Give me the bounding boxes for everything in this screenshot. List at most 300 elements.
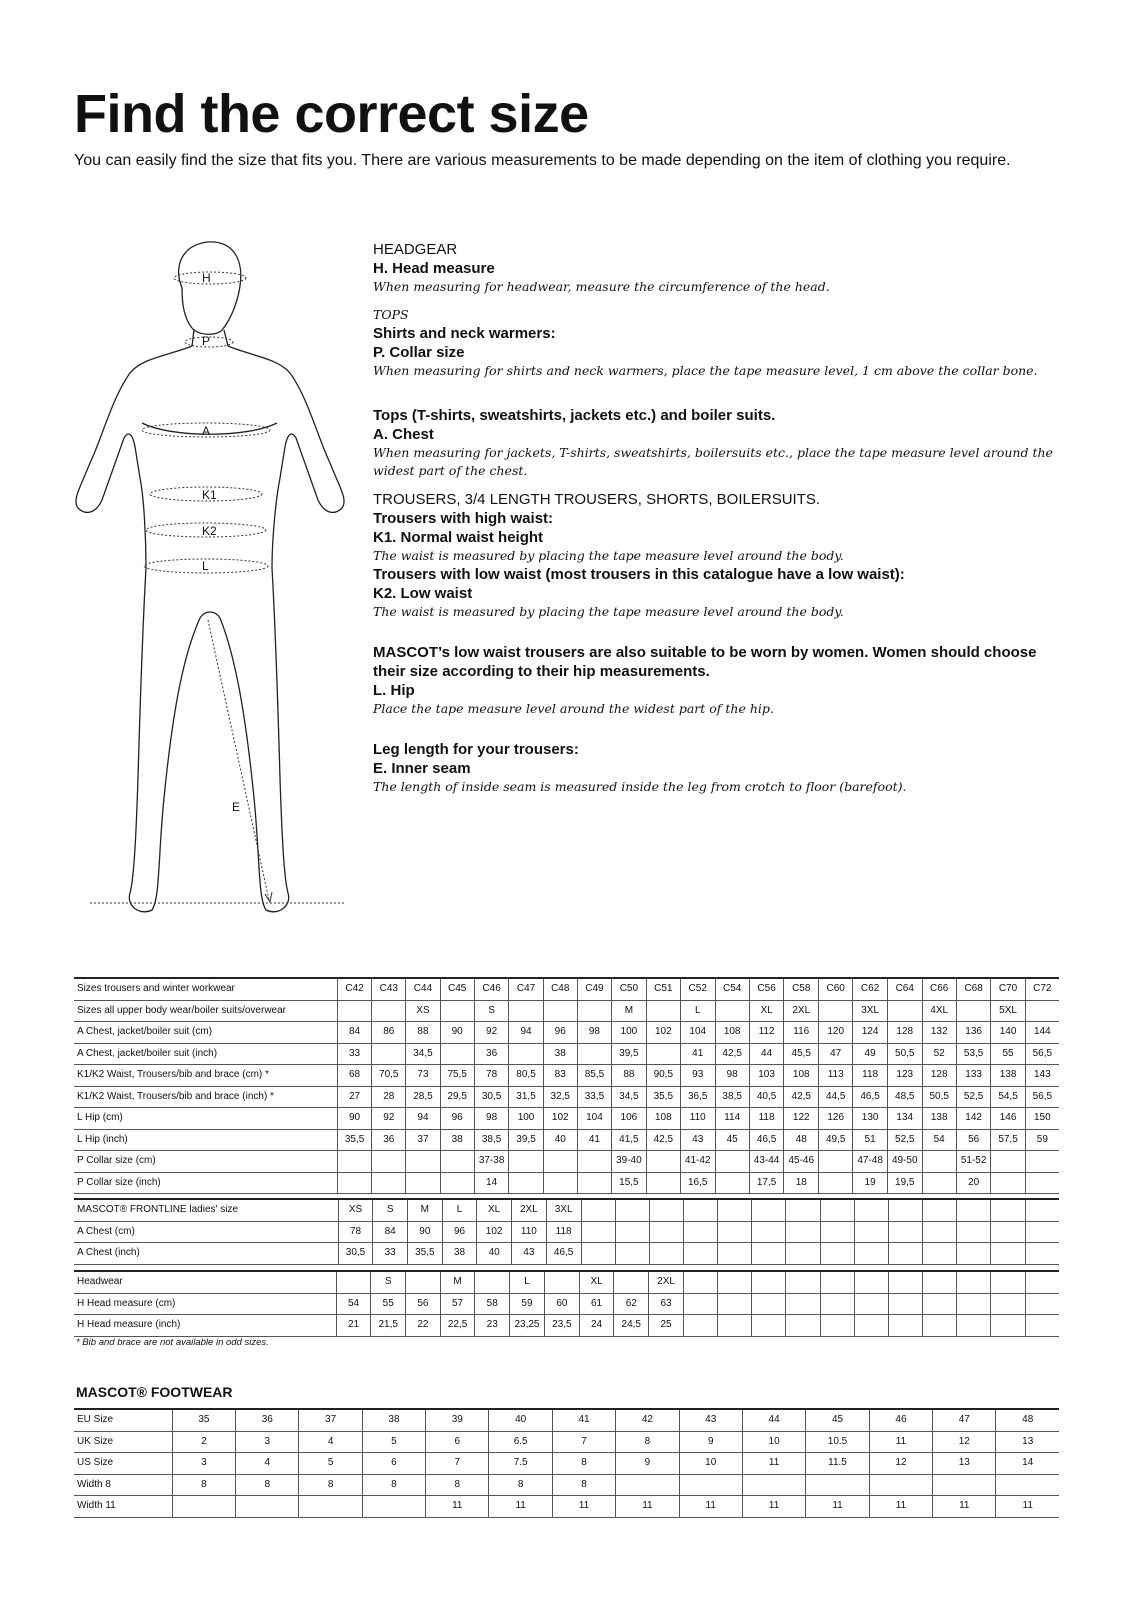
row-label: MASCOT® FRONTLINE ladies' size — [77, 1204, 238, 1216]
table-cell — [854, 1243, 888, 1265]
table-cell — [372, 1172, 406, 1194]
table-cell — [679, 1474, 742, 1496]
table-cell — [786, 1271, 820, 1293]
table-cell: 103 — [749, 1065, 784, 1087]
table-cell: 38 — [440, 1129, 474, 1151]
table-cell — [923, 1293, 957, 1315]
table-cell: 56,5 — [1025, 1043, 1059, 1065]
table-cell: 43-44 — [749, 1151, 784, 1173]
table-cell — [923, 1243, 957, 1265]
table-cell: 56 — [406, 1293, 441, 1315]
table-cell — [1025, 1271, 1059, 1293]
table-cell: C58 — [784, 978, 819, 1000]
table-cell: 85,5 — [577, 1065, 611, 1087]
table-cell — [742, 1474, 805, 1496]
table-cell: 80,5 — [509, 1065, 543, 1087]
table-cell: 22 — [406, 1315, 441, 1337]
table-row — [74, 1043, 1059, 1065]
table-cell: 48,5 — [887, 1086, 922, 1108]
table-cell: 100 — [509, 1108, 543, 1130]
table-cell — [715, 1151, 749, 1173]
table-cell: 11 — [996, 1496, 1059, 1518]
table-cell: 21 — [336, 1315, 371, 1337]
table-cell — [649, 1199, 683, 1221]
table-cell — [854, 1315, 888, 1337]
table-cell: 52,5 — [887, 1129, 922, 1151]
size-table — [74, 977, 1059, 1194]
table-cell: 144 — [1025, 1022, 1059, 1044]
table-cell: 6 — [362, 1453, 425, 1475]
table-cell — [509, 1172, 543, 1194]
table-cell: C62 — [853, 978, 888, 1000]
table-cell: 11 — [806, 1496, 870, 1518]
ladies-size-table — [74, 1198, 1059, 1265]
table-cell — [684, 1199, 718, 1221]
row-label: H Head measure (cm) — [77, 1297, 176, 1309]
table-cell: 24 — [579, 1315, 614, 1337]
table-cell: 36,5 — [680, 1086, 715, 1108]
table-cell: 50,5 — [887, 1043, 922, 1065]
table-cell: 49 — [853, 1043, 888, 1065]
table-row — [74, 1065, 1059, 1087]
table-cell — [957, 1221, 991, 1243]
table-cell: 36 — [474, 1043, 509, 1065]
table-cell — [923, 1199, 957, 1221]
table-cell: 110 — [680, 1108, 715, 1130]
row-label: US Size — [77, 1457, 114, 1469]
table-row — [74, 1022, 1059, 1044]
table-cell: 5XL — [991, 1000, 1025, 1022]
label-h: H — [202, 271, 211, 285]
chest-desc: When measuring for jackets, T-shirts, sweatshirts, boilersuits etc., place the tape measure level around the widest part of the chest. — [373, 445, 1053, 478]
table-cell — [786, 1293, 820, 1315]
table-cell: C72 — [1025, 978, 1059, 1000]
table-cell: 20 — [956, 1172, 991, 1194]
table-cell: 128 — [887, 1022, 922, 1044]
table-cell: 90,5 — [646, 1065, 680, 1087]
table-cell: 8 — [616, 1431, 679, 1453]
table-cell — [646, 1000, 680, 1022]
table-cell — [715, 1000, 749, 1022]
table-cell: 123 — [887, 1065, 922, 1087]
table-cell: 90 — [440, 1022, 474, 1044]
table-cell: 3XL — [546, 1199, 581, 1221]
table-cell — [854, 1271, 888, 1293]
table-cell — [923, 1271, 957, 1293]
row-label: A Chest, jacket/boiler suit (inch) — [77, 1047, 218, 1059]
table-cell: 11 — [933, 1496, 996, 1518]
table-row — [74, 1496, 1059, 1518]
high-waist-title: Trousers with high waist: — [373, 510, 554, 527]
table-cell: 6.5 — [489, 1431, 552, 1453]
table-cell — [991, 1243, 1025, 1265]
table-cell: 45-46 — [784, 1151, 819, 1173]
row-label: A Chest, jacket/boiler suit (cm) — [77, 1026, 213, 1038]
table-cell: 56 — [956, 1129, 991, 1151]
table-cell — [820, 1315, 854, 1337]
table-cell: 47-48 — [853, 1151, 888, 1173]
table-cell: 25 — [649, 1315, 684, 1337]
inner-seam-desc: The length of inside seam is measured inside the leg from crotch to floor (barefoot). — [373, 779, 907, 794]
table-cell: 5 — [362, 1431, 425, 1453]
table-cell — [372, 1043, 406, 1065]
table-cell: C52 — [680, 978, 715, 1000]
table-cell: 6 — [426, 1431, 489, 1453]
table-cell: 49,5 — [819, 1129, 853, 1151]
table-cell: 150 — [1025, 1108, 1059, 1130]
table-cell: C46 — [474, 978, 509, 1000]
table-cell: 41,5 — [612, 1129, 647, 1151]
table-cell: 9 — [616, 1453, 679, 1475]
table-cell: 11 — [426, 1496, 489, 1518]
table-cell: 132 — [922, 1022, 956, 1044]
table-cell: 40,5 — [749, 1086, 784, 1108]
table-cell — [614, 1271, 649, 1293]
women-note: MASCOT’s low waist trousers are also suitable to be worn by women. Women should choose their size according to their hip measurements. — [373, 644, 1037, 680]
table-cell — [646, 1043, 680, 1065]
table-cell — [1025, 1151, 1059, 1173]
shirts-title: Shirts and neck warmers: — [373, 325, 556, 342]
table-cell — [299, 1496, 362, 1518]
table-cell — [933, 1474, 996, 1496]
table-cell: 88 — [406, 1022, 440, 1044]
table-cell — [649, 1221, 683, 1243]
table-cell: 45 — [715, 1129, 749, 1151]
table-cell — [888, 1221, 922, 1243]
table-cell: 10 — [679, 1453, 742, 1475]
table-cell — [786, 1221, 820, 1243]
table-cell: 39-40 — [612, 1151, 647, 1173]
table-cell: 104 — [680, 1022, 715, 1044]
table-cell — [543, 1000, 577, 1022]
table-row — [74, 1172, 1059, 1194]
table-cell: 30,5 — [474, 1086, 509, 1108]
table-cell: 100 — [612, 1022, 647, 1044]
table-cell: 104 — [577, 1108, 611, 1130]
table-cell: 51-52 — [956, 1151, 991, 1173]
table-cell: 43 — [679, 1409, 742, 1431]
row-label: Width 11 — [77, 1500, 116, 1512]
table-cell — [172, 1496, 235, 1518]
table-cell: XL — [579, 1271, 614, 1293]
head-measure-desc: When measuring for headwear, measure the circumference of the head. — [373, 279, 830, 294]
table-cell: 36 — [372, 1129, 406, 1151]
table-cell — [509, 1000, 543, 1022]
table-cell: 114 — [715, 1108, 749, 1130]
table-cell — [752, 1243, 786, 1265]
table-cell: 23,25 — [509, 1315, 544, 1337]
table-cell — [854, 1199, 888, 1221]
table-cell: 40 — [477, 1243, 512, 1265]
label-a: A — [202, 424, 211, 438]
table-cell: 54,5 — [991, 1086, 1025, 1108]
table-cell: 7 — [426, 1453, 489, 1475]
table-cell: 41-42 — [680, 1151, 715, 1173]
table-cell: 96 — [442, 1221, 477, 1243]
table-cell — [683, 1315, 717, 1337]
table-cell — [544, 1271, 579, 1293]
table-cell: 70,5 — [372, 1065, 406, 1087]
table-cell: 10 — [742, 1431, 805, 1453]
table-cell — [869, 1474, 932, 1496]
table-cell — [957, 1315, 991, 1337]
row-label: Sizes trousers and winter workwear — [77, 983, 235, 995]
page-title: Find the correct size — [74, 84, 589, 144]
tops-title: Tops (T-shirts, sweatshirts, jackets etc.) and boiler suits. — [373, 407, 776, 424]
table-cell: 140 — [991, 1022, 1025, 1044]
table-cell: M — [407, 1199, 442, 1221]
table-cell: 90 — [337, 1108, 371, 1130]
table-cell: C48 — [543, 978, 577, 1000]
table-cell: 62 — [614, 1293, 649, 1315]
measurement-instructions — [373, 240, 1073, 796]
table-cell: 63 — [649, 1293, 684, 1315]
table-cell: 8 — [426, 1474, 489, 1496]
table-cell — [362, 1496, 425, 1518]
table-cell: C43 — [372, 978, 406, 1000]
table-cell — [957, 1293, 991, 1315]
table-cell — [337, 1151, 371, 1173]
table-cell: 50,5 — [922, 1086, 956, 1108]
table-cell: 59 — [509, 1293, 544, 1315]
table-cell: 51 — [853, 1129, 888, 1151]
footwear-size-table — [74, 1408, 1059, 1518]
table-cell — [646, 1151, 680, 1173]
table-cell — [922, 1151, 956, 1173]
table-cell: C45 — [440, 978, 474, 1000]
table-cell: 23,5 — [544, 1315, 579, 1337]
table-cell: 37-38 — [474, 1151, 509, 1173]
table-cell — [819, 1151, 853, 1173]
table-cell — [786, 1199, 820, 1221]
table-cell — [440, 1151, 474, 1173]
table-cell: 19,5 — [887, 1172, 922, 1194]
table-cell — [854, 1221, 888, 1243]
table-cell — [440, 1000, 474, 1022]
table-cell: 122 — [784, 1108, 819, 1130]
table-cell — [991, 1172, 1025, 1194]
table-cell — [440, 1172, 474, 1194]
table-cell: 18 — [784, 1172, 819, 1194]
table-cell — [1025, 1293, 1059, 1315]
table-cell — [615, 1221, 649, 1243]
table-cell: 8 — [172, 1474, 235, 1496]
k2-desc: The waist is measured by placing the tape measure level around the body. — [373, 604, 844, 619]
table-row — [74, 1221, 1059, 1243]
table-cell: L — [680, 1000, 715, 1022]
table-cell: 106 — [612, 1108, 647, 1130]
table-cell: 38,5 — [715, 1086, 749, 1108]
table-cell: 32,5 — [543, 1086, 577, 1108]
table-cell: S — [373, 1199, 408, 1221]
table-cell — [991, 1315, 1025, 1337]
table-cell — [752, 1315, 786, 1337]
table-cell: 98 — [474, 1108, 509, 1130]
table-cell — [888, 1243, 922, 1265]
table-cell: 33,5 — [577, 1086, 611, 1108]
k1-title: K1. Normal waist height — [373, 529, 544, 546]
table-cell: 35 — [172, 1409, 235, 1431]
table-cell: 75,5 — [440, 1065, 474, 1087]
table-cell: 94 — [406, 1108, 440, 1130]
table-cell: 43 — [680, 1129, 715, 1151]
row-label: L Hip (inch) — [77, 1133, 128, 1145]
label-k2: K2 — [202, 524, 217, 538]
table-cell — [577, 1172, 611, 1194]
row-label: UK Size — [77, 1435, 114, 1447]
table-row — [74, 1000, 1059, 1022]
table-cell: C42 — [337, 978, 371, 1000]
table-cell: 52,5 — [956, 1086, 991, 1108]
table-cell — [752, 1221, 786, 1243]
table-cell: 124 — [853, 1022, 888, 1044]
table-cell: 116 — [784, 1022, 819, 1044]
table-cell: 3 — [236, 1431, 299, 1453]
table-cell: 93 — [680, 1065, 715, 1087]
footnote: * Bib and brace are not available in odd sizes. — [76, 1337, 269, 1348]
table-row — [74, 1108, 1059, 1130]
table-cell: 11 — [489, 1496, 552, 1518]
head-measure-title: H. Head measure — [373, 260, 495, 277]
table-cell: 15,5 — [612, 1172, 647, 1194]
footwear-title: MASCOT® FOOTWEAR — [76, 1384, 233, 1400]
table-cell: 12 — [933, 1431, 996, 1453]
table-cell — [615, 1243, 649, 1265]
table-cell: 41 — [552, 1409, 615, 1431]
inner-seam-title: E. Inner seam — [373, 760, 471, 777]
table-cell — [888, 1293, 922, 1315]
table-cell: 38 — [543, 1043, 577, 1065]
table-cell: 11 — [552, 1496, 615, 1518]
table-cell: 142 — [956, 1108, 991, 1130]
table-cell: 3XL — [853, 1000, 888, 1022]
table-cell: 34,5 — [612, 1086, 647, 1108]
table-cell: 5 — [299, 1453, 362, 1475]
table-cell: 13 — [996, 1431, 1059, 1453]
table-cell: S — [371, 1271, 406, 1293]
table-cell: 4XL — [922, 1000, 956, 1022]
table-cell: 46,5 — [546, 1243, 581, 1265]
table-cell: 39 — [426, 1409, 489, 1431]
table-cell: 29,5 — [440, 1086, 474, 1108]
label-e: E — [232, 800, 241, 814]
table-cell — [923, 1221, 957, 1243]
row-label: K1/K2 Waist, Trousers/bib and brace (inch) * — [77, 1090, 274, 1102]
table-cell — [820, 1221, 854, 1243]
table-cell — [819, 1172, 853, 1194]
table-cell: S — [474, 1000, 509, 1022]
table-cell: 13 — [933, 1453, 996, 1475]
table-cell: 34,5 — [406, 1043, 440, 1065]
table-cell: 92 — [474, 1022, 509, 1044]
hip-desc: Place the tape measure level around the widest part of the hip. — [373, 701, 774, 716]
row-label: L Hip (cm) — [77, 1112, 123, 1124]
table-cell: 42,5 — [646, 1129, 680, 1151]
table-cell: 28,5 — [406, 1086, 440, 1108]
table-cell: XS — [338, 1199, 373, 1221]
table-cell — [786, 1315, 820, 1337]
row-label: P Collar size (inch) — [77, 1176, 161, 1188]
table-cell: 45 — [806, 1409, 870, 1431]
table-cell: 35,5 — [646, 1086, 680, 1108]
table-cell: 146 — [991, 1108, 1025, 1130]
table-cell: 10.5 — [806, 1431, 870, 1453]
row-label: Sizes all upper body wear/boiler suits/overwear — [77, 1004, 286, 1016]
table-cell: 8 — [489, 1474, 552, 1496]
table-cell — [336, 1271, 371, 1293]
table-cell — [236, 1496, 299, 1518]
table-cell: 78 — [474, 1065, 509, 1087]
table-cell: 102 — [646, 1022, 680, 1044]
table-cell — [475, 1271, 510, 1293]
table-cell: 130 — [853, 1108, 888, 1130]
table-cell: 47 — [819, 1043, 853, 1065]
low-waist-title: Trousers with low waist (most trousers in this catalogue have a low waist): — [373, 566, 905, 583]
table-cell — [820, 1243, 854, 1265]
table-cell — [991, 1151, 1025, 1173]
table-cell — [646, 1172, 680, 1194]
table-cell: 40 — [543, 1129, 577, 1151]
table-cell — [509, 1043, 543, 1065]
body-measurement-figure — [72, 238, 352, 928]
table-cell — [715, 1172, 749, 1194]
table-cell — [581, 1243, 615, 1265]
table-cell: 4 — [299, 1431, 362, 1453]
table-cell — [406, 1172, 440, 1194]
table-cell — [577, 1000, 611, 1022]
table-cell: 11 — [742, 1453, 805, 1475]
table-cell: 96 — [543, 1022, 577, 1044]
table-cell — [806, 1474, 870, 1496]
collar-title: P. Collar size — [373, 344, 465, 361]
table-cell: 59 — [1025, 1129, 1059, 1151]
table-cell — [752, 1199, 786, 1221]
table-cell: XL — [749, 1000, 784, 1022]
table-cell — [957, 1243, 991, 1265]
table-cell: 38,5 — [474, 1129, 509, 1151]
table-cell: L — [442, 1199, 477, 1221]
table-cell: M — [440, 1271, 475, 1293]
table-cell: 37 — [299, 1409, 362, 1431]
table-cell: 57,5 — [991, 1129, 1025, 1151]
table-cell — [684, 1243, 718, 1265]
table-cell: 31,5 — [509, 1086, 543, 1108]
table-cell: 83 — [543, 1065, 577, 1087]
table-cell: C51 — [646, 978, 680, 1000]
table-cell: 41 — [577, 1129, 611, 1151]
table-cell: C70 — [991, 978, 1025, 1000]
table-cell — [372, 1151, 406, 1173]
table-cell: 8 — [236, 1474, 299, 1496]
table-cell: 102 — [543, 1108, 577, 1130]
page-subtitle: You can easily find the size that fits you. There are various measurements to be made depending on the item of clothing you require. — [74, 152, 1011, 169]
table-cell: 39,5 — [509, 1129, 543, 1151]
table-row — [74, 1453, 1059, 1475]
row-label: EU Size — [77, 1414, 114, 1426]
table-cell: 16,5 — [680, 1172, 715, 1194]
tops-heading: TOPS — [373, 307, 409, 322]
table-cell: 48 — [996, 1409, 1059, 1431]
table-cell: 2XL — [784, 1000, 819, 1022]
table-cell: 35,5 — [407, 1243, 442, 1265]
row-label: H Head measure (inch) — [77, 1319, 181, 1331]
table-cell — [786, 1243, 820, 1265]
table-cell: 49-50 — [887, 1151, 922, 1173]
table-cell: C56 — [749, 978, 784, 1000]
table-cell: 23 — [475, 1315, 510, 1337]
table-cell — [1025, 1221, 1059, 1243]
table-cell: XL — [477, 1199, 512, 1221]
